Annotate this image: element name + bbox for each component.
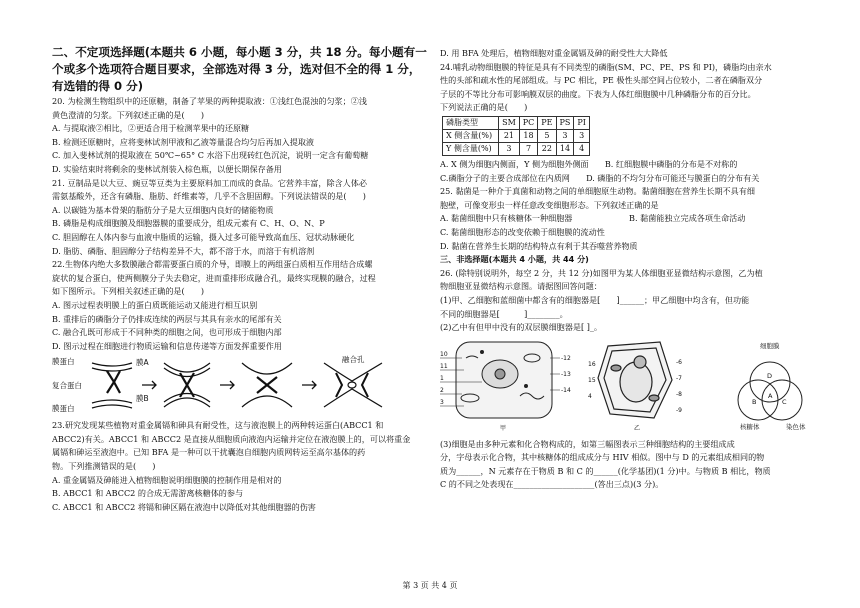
svg-text:-8: -8 [676, 390, 682, 398]
q26-3-line: (3)细胞是由多种元素和化合物构成的，如第三幅图表示三种细胞结构的主要组成成 [440, 438, 735, 449]
question-21 [52, 177, 436, 259]
svg-text:16: 16 [588, 360, 596, 368]
q23-option-c: C. ABCC1 和 ABCC2 将镉和砷区隔在液泡中以降低对其他细胞器的伤害 [52, 501, 316, 512]
label-complex-protein: 复合蛋白 [52, 381, 82, 391]
label-chromosome: 染色体 [786, 422, 806, 431]
section-title-line: 二、不定项选择题(本题共 6 小题，每小题 3 分，共 18 分。每小题有一 [52, 45, 427, 59]
arrow-icon [142, 381, 156, 389]
fusion-stage-4 [324, 363, 382, 407]
q26-line: 物细胞亚显微结构示意图。请据图回答问题： [440, 281, 602, 292]
q21-line: 需氨基酸外，还含有磷脂、脂肪、纤维素等，几乎不含胆固醇。下列说法错误的是( ) [52, 191, 366, 202]
cell-diagrams [440, 338, 830, 436]
table-header-cell: PI [574, 116, 590, 129]
label-membrane-protein: 膜蛋白 [52, 357, 75, 367]
table-cell: 18 [519, 129, 538, 142]
table-row [443, 142, 590, 155]
svg-text:-6: -6 [676, 358, 682, 366]
svg-text:10: 10 [440, 350, 448, 358]
q24-line: 性的头部和疏水性的尾部组成。与 PC 相比，PE 极性头部空间占位较小，二者在磷脂双分 [440, 75, 763, 86]
page-footer: 第 3 页 共 4 页 [402, 581, 458, 590]
q26-line: (2)乙中有但甲中没有的双层膜细胞器是[ ]_。 [440, 322, 602, 333]
q24-line: 子层的不等比分布可影响膜双层的曲度。下表为人体红细胞膜中几种磷脂分布的百分比。 [440, 88, 756, 99]
question-24 [440, 61, 830, 186]
svg-text:-13: -13 [561, 370, 571, 378]
q23-line: 属镉和砷运至液泡中。已知 BFA 是一种可以干扰囊泡自细胞内质网转运至高尔基体的药 [52, 447, 366, 458]
q24-line: 24.哺乳动物细胞膜的特征是具有不同类型的磷脂(SM、PC、PE、PS 和 PI)，磷脂均由亲水 [440, 61, 772, 72]
table-header-cell: SM [499, 116, 520, 129]
fusion-stage-3 [242, 363, 292, 407]
table-cell: 5 [538, 129, 556, 142]
label-membrane-b: 膜B [136, 394, 149, 404]
q21-option-d: D. 脂肪、磷脂、胆固醇分子结构差异不大，都不溶于水，而溶于有机溶剂 [52, 245, 315, 256]
label-jia: 甲 [500, 424, 507, 432]
membrane-fusion-figure [52, 355, 436, 417]
plant-cell-figure [598, 342, 672, 418]
table-cell: X 侧含量(%) [443, 129, 499, 142]
label-ribosome: 核糖体 [740, 422, 760, 431]
q26-line: 不同的细胞器是[ ]________。 [440, 308, 568, 319]
q26-3-line: C 的不同之处表现在____________________(答出三点)(3 分)。 [440, 479, 664, 490]
label-C: C [782, 397, 787, 406]
q22-line: 22.生物体内绝大多数膜融合都需要蛋白质的介导，即膜上的两组蛋白质相互作用结合成螺 [52, 259, 373, 270]
q25-line: 25. 黏菌是一种介于真菌和动物之间的单细胞原生动物。黏菌细胞在营养生长期不具有细 [440, 186, 755, 197]
arrow-icon [220, 381, 234, 389]
cell-figures [440, 338, 830, 436]
q22-option-b: B. 重排后的磷脂分子仍排成连续的两层与其具有亲水的尾部有关 [52, 313, 282, 324]
table-cell: 22 [538, 142, 556, 155]
right-column [440, 47, 830, 492]
svg-text:-7: -7 [676, 374, 682, 382]
label-membrane: 细胞膜 [760, 341, 780, 350]
svg-text:3: 3 [440, 398, 444, 406]
section-title-line: 个或多个选项符合题目要求，全部选对得 3 分，选对但不全的得 1 分， [52, 62, 421, 76]
table-cell: 4 [574, 142, 590, 155]
table-header-cell: PS [556, 116, 574, 129]
question-20 [52, 95, 436, 177]
q23-option-a: A. 重金属镉及砷能进入植物细胞说明细胞膜的控制作用是相对的 [52, 474, 282, 485]
q23-line: 23.研究发现某些植物对重金属镉和砷具有耐受性，这与液泡膜上的两种转运蛋白(ABCC1 和 [52, 420, 384, 431]
fusion-stage-2 [164, 363, 210, 407]
phospholipid-table [442, 116, 590, 156]
arrow-icon [302, 381, 316, 389]
q23-option-d: D. 用 BFA 处理后，植物细胞对重金属镉及砷的耐受性大大降低 [440, 48, 668, 58]
q26-line: 26. (除特别说明外，每空 2 分，共 12 分)如图甲为某人体细胞亚显微结构示意图，乙为植 [440, 267, 763, 278]
q21-line: 21. 豆制品是以大豆、豌豆等豆类为主要原料加工而成的食品。它营养丰富，除含人体必 [52, 177, 367, 188]
q26-3-line: 分，字母表示化合物，其中核糖体的组成成分与 HIV 相似。图中与 D 的元素组成相同的物 [440, 452, 765, 463]
q20-option-d: D. 实验结束时将剩余的斐林试剂装入棕色瓶，以便长期保存备用 [52, 163, 282, 174]
q23-line: 物。下列推测错误的是( ) [52, 461, 156, 472]
q23-line: ABCC2)有关。ABCC1 和 ABCC2 是直接从细胞质向液泡内运输并定位在液泡膜上的，可以将重金 [52, 433, 411, 444]
fusion-stage-1 [92, 363, 132, 408]
q24-options-ab: A. X 侧为细胞内侧面，Y 侧为细胞外侧面 B. 红细胞膜中磷脂的分布是不对称的 [440, 158, 738, 169]
svg-text:-12: -12 [561, 354, 571, 362]
question-22 [52, 258, 436, 417]
table-cell: 3 [574, 129, 590, 142]
svg-text:11: 11 [440, 362, 448, 370]
q22-option-c: C. 融合孔既可形成于不同种类的细胞之间，也可形成于细胞内部 [52, 327, 282, 338]
q26-line: (1)甲、乙细胞和蓝细菌中都含有的细胞器是[ ]______；甲乙细胞中均含有，但功能 [440, 294, 750, 305]
q20-line: 20. 为检测生物组织中的还原糖，制备了苹果的两种提取液：①浅红色混浊的匀浆；②浅 [52, 96, 367, 106]
table-header-cell: PE [538, 116, 556, 129]
q25-line: 胞壁，可像变形虫一样任意改变细胞形态。下列叙述正确的是 [440, 199, 659, 210]
q25-option-c: C. 黏菌细胞形态的改变依赖于细胞膜的流动性 [440, 226, 605, 237]
svg-text:15: 15 [588, 376, 596, 384]
q24-options-cd: C.磷脂分子的主要合成部位在内质网 D. 磷脂的不均匀分布可能还与膜蛋白的分布有关 [440, 172, 760, 183]
q20-option-a: A. 与提取液②相比，②更适合用于检测苹果中的还原糖 [52, 123, 250, 134]
svg-text:2: 2 [440, 386, 444, 394]
table-row [443, 129, 590, 142]
q21-option-b: B. 磷脂是构成细胞膜及细胞器膜的重要成分，组成元素有 C、H、O、N、P [52, 218, 325, 229]
membrane-fusion-diagram [52, 355, 436, 417]
q25-options-ab: A. 黏菌细胞中只有核糖体一种细胞器 B. 黏菌能独立完成各项生命活动 [440, 213, 746, 224]
table-cell: 21 [499, 129, 520, 142]
animal-cell-figure [440, 342, 560, 418]
section-3-title: 三、非选择题(本题共 4 小题，共 44 分) [440, 254, 589, 265]
table-cell: 7 [519, 142, 538, 155]
svg-text:1: 1 [440, 374, 444, 382]
q22-line: 旋状的复合蛋白，使两侧膜分子失去稳定，进而重排形成融合孔，最终实现膜的融合，过程 [52, 272, 376, 283]
q20-line: 黄色澄清的匀浆。下列叙述正确的是( ) [52, 109, 205, 120]
q23-option-b: B. ABCC1 和 ABCC2 的合成无需游离核糖体的参与 [52, 488, 244, 499]
question-26 [440, 267, 830, 492]
table-header-cell: PC [519, 116, 538, 129]
table-cell: 3 [556, 129, 574, 142]
q26-3-line: 质为______，N 元素存在于物质 B 和 C 的______(化学基团)(1 分)中。与物质 B 相比，物质 [440, 465, 771, 476]
q20-option-b: B. 检测还原糖时，应将斐林试剂甲液和乙液等量混合均匀后再加入提取液 [52, 136, 315, 147]
label-membrane-a: 膜A [136, 358, 149, 368]
left-column [52, 44, 436, 514]
q22-line: 如下图所示。下列相关叙述正确的是( ) [52, 286, 205, 297]
question-25 [440, 185, 830, 253]
venn-diagram [738, 362, 802, 420]
q20-option-c: C. 加入斐林试剂的提取液在 50℃~65° C 水浴下出现砖红色沉淀，说明一定含有葡萄糖 [52, 150, 369, 161]
q24-line: 下列说法正确的是( ) [440, 102, 528, 113]
svg-text:4: 4 [588, 392, 592, 400]
label-fusion-pore: 融合孔 [342, 355, 365, 365]
svg-text:-14: -14 [561, 386, 571, 394]
q21-option-a: A. 以碳链为基本骨架的脂肪分子是大豆细胞内良好的储能物质 [52, 204, 274, 215]
question-23 [52, 419, 436, 514]
table-cell: Y 侧含量(%) [443, 142, 499, 155]
table-cell: 3 [499, 142, 520, 155]
table-header-row [443, 116, 590, 129]
q22-option-d: D. 图示过程在细胞进行物质运输和信息传递等方面发挥重要作用 [52, 340, 282, 351]
q21-option-c: C. 胆固醇在人体内参与血液中脂质的运输，摄入过多可能导致高血压、冠状动脉硬化 [52, 231, 355, 242]
label-B: B [752, 397, 757, 406]
label-yi: 乙 [634, 424, 641, 432]
svg-text:-9: -9 [676, 406, 682, 414]
label-D: D [767, 371, 773, 380]
q22-option-a: A. 图示过程表明膜上的蛋白质既能运动又能进行相互识别 [52, 299, 258, 310]
label-membrane-protein-2: 膜蛋白 [52, 404, 75, 414]
q25-option-d: D. 黏菌在营养生长期的结构特点有利于其吞噬营养物质 [440, 240, 638, 251]
section-title-line: 有选错的得 0 分) [52, 79, 144, 93]
label-A: A [768, 391, 773, 400]
table-cell: 14 [556, 142, 574, 155]
table-header-cell: 磷脂类型 [443, 116, 499, 129]
